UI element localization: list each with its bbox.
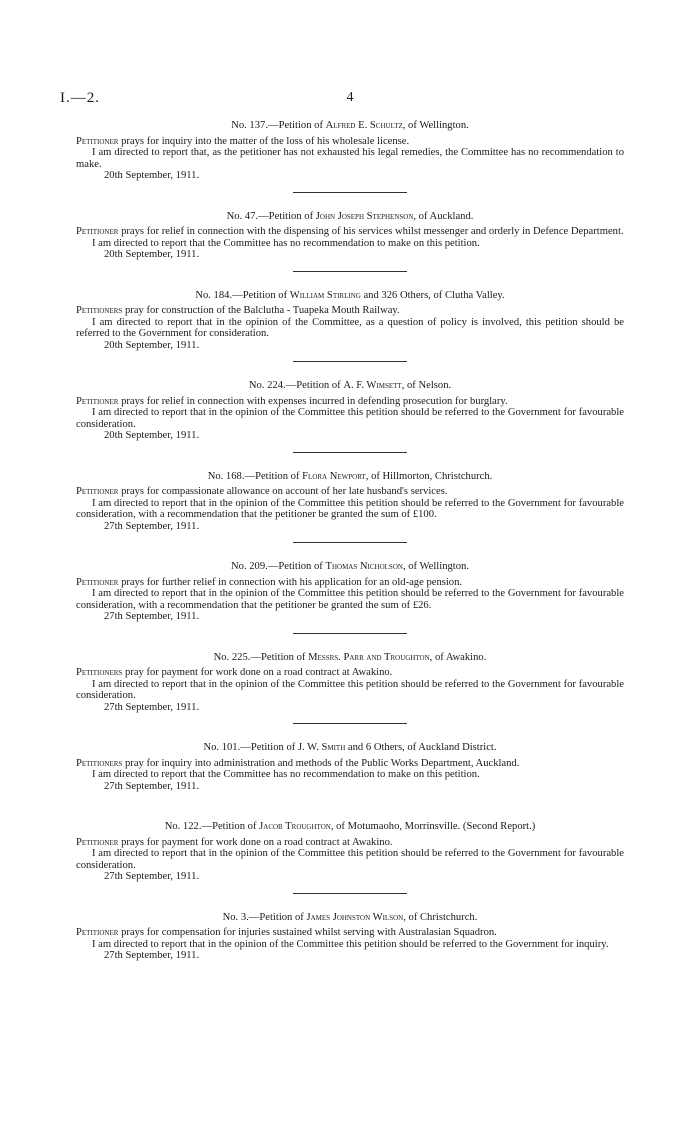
petition-request <box>76 837 624 849</box>
petition-heading <box>76 742 624 754</box>
petition-entry <box>76 380 624 442</box>
petition-number: No. 225.—Petition of <box>213 651 306 663</box>
section-divider <box>293 802 407 803</box>
petition-entry <box>76 742 624 792</box>
petition-date: 27th September, 1911. <box>104 701 200 713</box>
petitioner-lead: Petitioner <box>76 927 119 938</box>
petitioner-lead: Petitioners <box>76 305 123 316</box>
paper-reference: I.—2. <box>60 90 100 106</box>
section-divider <box>293 361 407 362</box>
petition-heading <box>76 380 624 392</box>
petition-heading <box>76 211 624 223</box>
petition-number: No. 3.—Petition of <box>222 911 304 923</box>
petition-heading <box>76 652 624 664</box>
request-text: prays for inquiry into the matter of the loss of his wholesale license. <box>121 135 410 147</box>
petition-place: , of Auckland. <box>413 210 474 222</box>
request-text: prays for further relief in connection with his application for an old-age pension. <box>121 576 463 588</box>
petitioner-lead: Petitioners <box>76 667 123 678</box>
petition-request <box>76 486 624 498</box>
petition-place: , of Nelson. <box>401 380 452 391</box>
section-divider <box>293 542 407 543</box>
petition-date: 27th September, 1911. <box>104 950 200 961</box>
petition-request <box>76 758 624 770</box>
petition-entry <box>76 561 624 623</box>
petition-report: I am directed to report that the Committee has no recommendation to make on this petition. <box>92 237 480 249</box>
petitioner-lead: Petitioners <box>76 757 123 769</box>
petition-heading <box>76 561 624 573</box>
petitioner-name: Alfred E. Schultz <box>325 120 403 131</box>
petition-number: No. 224.—Petition of <box>248 380 341 391</box>
page-number: 4 <box>346 90 354 105</box>
petition-place: , of Hillmorton, Christchurch. <box>365 470 493 482</box>
petition-number: No. 137.—Petition of <box>231 120 323 131</box>
section-divider <box>293 452 407 453</box>
petitioner-name: William Stirling <box>289 289 361 301</box>
petition-date: 27th September, 1911. <box>104 520 200 532</box>
petition-heading <box>76 912 624 924</box>
petition-request <box>76 396 624 408</box>
petition-report: I am directed to report that, as the petitioner has not exhausted his legal remedies, the Committee has no recommendation to make. <box>76 147 624 170</box>
petition-request <box>76 226 624 238</box>
petition-date: 27th September, 1911. <box>104 871 200 882</box>
petition-place: , of Wellington. <box>402 561 469 572</box>
petition-entry <box>76 821 624 883</box>
petitioner-lead: Petitioner <box>76 576 119 588</box>
section-divider <box>293 271 407 272</box>
petitioner-lead: Petitioner <box>76 836 119 848</box>
section-divider <box>293 192 407 193</box>
petition-date: 27th September, 1911. <box>104 780 200 792</box>
petition-entry <box>76 652 624 714</box>
petition-request <box>76 927 624 939</box>
petitioner-lead: Petitioner <box>76 226 119 237</box>
section-divider <box>293 633 407 634</box>
petitions-list <box>76 120 624 962</box>
petition-date: 20th September, 1911. <box>104 339 200 351</box>
request-text: pray for construction of the Balclutha - Tuapeka Mouth Railway. <box>125 305 400 316</box>
petition-entry <box>76 471 624 533</box>
petition-number: No. 101.—Petition of <box>203 742 296 753</box>
request-text: prays for relief in connection with the dispensing of his services whilst messenger and orderly in Defence Department. <box>121 226 624 237</box>
petition-place: and 326 Others, of Clutha Valley. <box>360 289 505 301</box>
petition-entry <box>76 912 624 962</box>
petitioner-name: Flora Newport <box>302 470 366 482</box>
petition-entry <box>76 290 624 352</box>
petition-date: 20th September, 1911. <box>104 430 200 441</box>
petition-report: I am directed to report that in the opinion of the Committee, as a question of policy is involved, this petition should be referred to the Government for consideration. <box>76 316 624 339</box>
request-text: prays for compensation for injuries sustained whilst serving with Australasian Squadron. <box>121 927 497 938</box>
petition-place: and 6 Others, of Auckland District. <box>345 742 497 753</box>
petitioner-name: Messrs. Parr and Troughton <box>308 651 430 663</box>
petition-request <box>76 136 624 148</box>
petitioner-name: J. W. Smith <box>297 742 346 753</box>
petitioner-name: Thomas Nicholson <box>325 561 403 572</box>
petition-request <box>76 577 624 589</box>
petition-request <box>76 305 624 317</box>
petition-date: 27th September, 1911. <box>104 611 200 622</box>
petitioner-name: James Johnston Wilson <box>306 911 404 923</box>
petition-number: No. 122.—Petition of <box>164 821 257 832</box>
petition-number: No. 47.—Petition of <box>226 210 314 222</box>
petition-date: 20th September, 1911. <box>104 170 200 181</box>
petition-heading <box>76 821 624 833</box>
petition-place: , of Christchurch. <box>403 911 478 923</box>
petition-number: No. 168.—Petition of <box>207 470 300 482</box>
section-divider <box>293 723 407 724</box>
request-text: pray for inquiry into administration and methods of the Public Works Department, Auckland. <box>125 757 520 769</box>
petitioner-name: Jacob Troughton <box>259 821 331 832</box>
petition-entry <box>76 211 624 261</box>
petitioner-name: A. F. Wimsett <box>343 380 402 391</box>
petitioner-name: John Joseph Stephenson <box>315 210 414 222</box>
page-header <box>60 90 640 108</box>
section-divider <box>293 893 407 894</box>
petition-report: I am directed to report that in the opinion of the Committee this petition should be referred to the Government for favourable consideration. <box>76 678 624 701</box>
request-text: prays for payment for work done on a road contract at Awakino. <box>121 836 393 848</box>
petition-number: No. 209.—Petition of <box>231 561 323 572</box>
petition-report: I am directed to report that the Committee has no recommendation to make on this petition. <box>92 769 480 780</box>
request-text: prays for compassionate allowance on account of her late husband's services. <box>121 486 448 497</box>
petition-place: , of Wellington. <box>402 120 469 131</box>
petition-heading <box>76 290 624 302</box>
request-text: prays for relief in connection with expenses incurred in defending prosecution for burglary. <box>121 395 508 407</box>
petition-report: I am directed to report that in the opinion of the Committee this petition should be referred to the Government for inquiry. <box>92 938 609 950</box>
petition-heading <box>76 471 624 483</box>
petition-entry <box>76 120 624 182</box>
petition-report: I am directed to report that in the opinion of the Committee this petition should be referred to the Government for favourable consideration, with a recommendation that the petitioner be granted the sum of £26. <box>76 588 624 611</box>
petition-date: 20th September, 1911. <box>104 249 200 260</box>
petitioner-lead: Petitioner <box>76 135 119 147</box>
petition-request <box>76 667 624 679</box>
petitioner-lead: Petitioner <box>76 486 119 497</box>
request-text: pray for payment for work done on a road contract at Awakino. <box>125 667 393 678</box>
petitioner-lead: Petitioner <box>76 395 119 407</box>
petition-number: No. 184.—Petition of <box>195 289 288 301</box>
petition-report: I am directed to report that in the opinion of the Committee this petition should be referred to the Government for favourable consideration, with a recommendation that the petitioner be granted the sum of £100. <box>76 497 624 520</box>
petition-report: I am directed to report that in the opinion of the Committee this petition should be referred to the Government for favourable consideration. <box>76 848 624 871</box>
petition-place: , of Motumaoho, Morrinsville. (Second Report.) <box>330 821 536 832</box>
petition-heading <box>76 120 624 132</box>
petition-place: , of Awakino. <box>429 651 487 663</box>
petition-report: I am directed to report that in the opinion of the Committee this petition should be referred to the Government for favourable consideration. <box>76 407 624 430</box>
